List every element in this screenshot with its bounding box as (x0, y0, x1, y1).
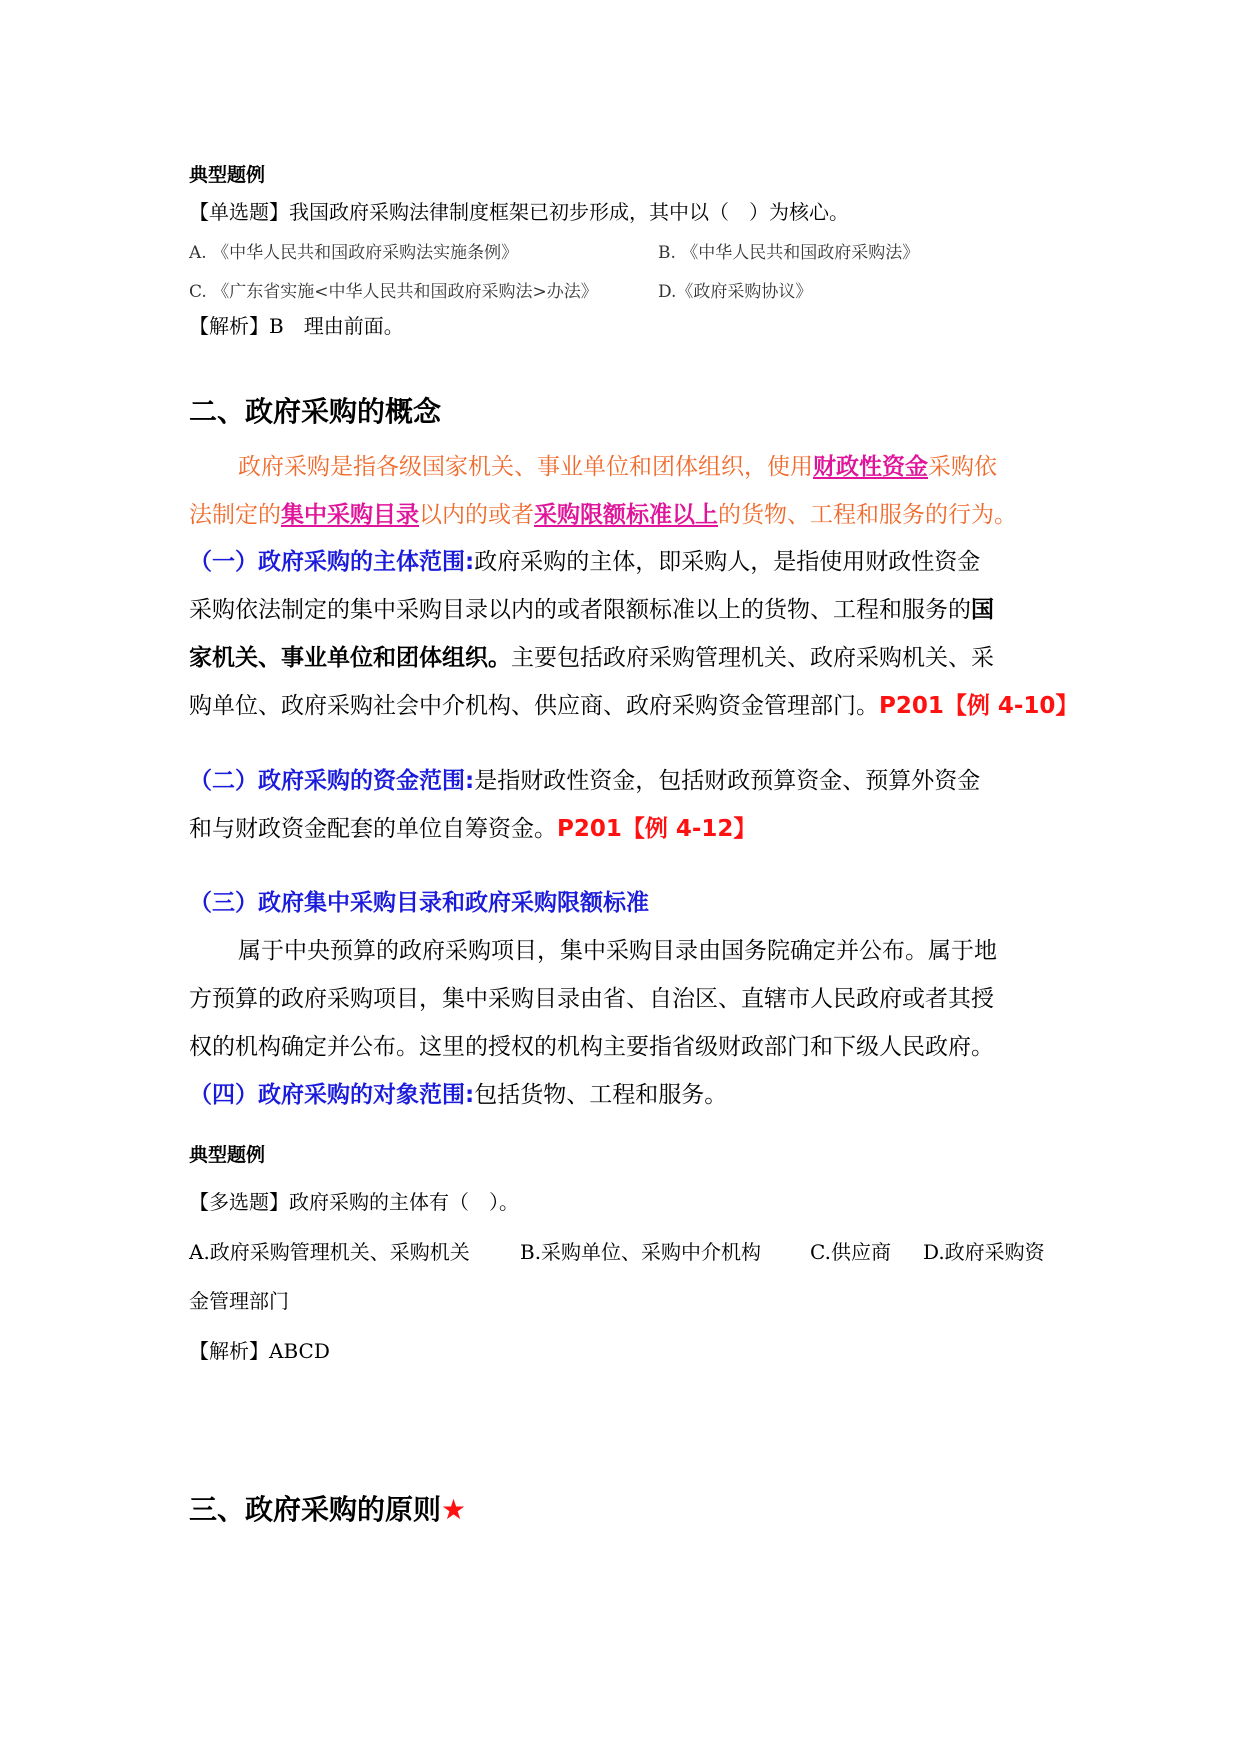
paragraph-text: 属于中央预算的政府采购项目，集中采购目录由国务院确定并公布。属于地 (238, 938, 997, 964)
key-term: 采购限额标准以上 (534, 501, 718, 528)
option-b: B.采购单位、采购中介机构 (520, 1240, 762, 1264)
paragraph-text: 方预算的政府采购项目，集中采购目录由省、自治区、直辖市人民政府或者其授 (189, 986, 994, 1012)
definition-line-2 (189, 491, 1017, 539)
reference-link: P201【例 4-12】 (557, 816, 757, 842)
reference-link: P201【例 4-10】 (879, 693, 1079, 719)
paragraph-text: 权的机构确定并公布。这里的授权的机构主要指省级财政部门和下级人民政府。 (189, 1034, 994, 1060)
star-icon: ★ (441, 1493, 467, 1526)
option-c: C.供应商 (810, 1240, 891, 1264)
subject-line-4 (189, 682, 1078, 730)
question-text: 【多选题】政府采购的主体有（ ）。 (189, 1190, 519, 1214)
paragraph-text: 采购依法制定的集中采购目录以内的或者限额标准以上的货物、工程和服务的 (189, 597, 971, 623)
question-text: 【单选题】我国政府采购法律制度框架已初步形成，其中以（ ）为核心。 (189, 200, 849, 224)
emphasis-text: 国 (971, 597, 994, 623)
definition-text: 的货物、工程和服务的行为。 (718, 502, 1017, 528)
section-title: 二、政府采购的概念 (189, 395, 442, 428)
option-c: C. 《广东省实施<中华人民共和国政府采购法>办法》 (189, 282, 598, 302)
subsection-heading: （三）政府集中采购目录和政府采购限额标准 (189, 890, 649, 916)
paragraph-text: 购单位、政府采购社会中介机构、供应商、政府采购资金管理部门。 (189, 693, 879, 719)
definition-text: 政府采购是指各级国家机关、事业单位和团体组织，使用 (238, 454, 813, 480)
definition-text: 法制定的 (189, 502, 281, 528)
subject-line-1 (189, 538, 980, 586)
option-d-continued: 金管理部门 (189, 1289, 289, 1313)
option-a: A.政府采购管理机关、采购机关 (189, 1240, 470, 1264)
key-term: 财政性资金 (813, 453, 928, 480)
option-d: D.《政府采购协议》 (658, 282, 813, 302)
funds-line-2 (189, 805, 756, 853)
paragraph-text: 政府采购的主体，即采购人，是指使用财政性资金 (474, 549, 981, 575)
objects-line (189, 1071, 727, 1119)
analysis-text: 【解析】ABCD (189, 1339, 330, 1363)
definition-text: 以内的或者 (419, 502, 534, 528)
option-b: B. 《中华人民共和国政府采购法》 (658, 243, 920, 263)
funds-line-1 (189, 757, 980, 805)
example-heading: 典型题例 (189, 1144, 266, 1166)
emphasis-text: 家机关、事业单位和团体组织。 (189, 645, 511, 671)
analysis-text: 【解析】B 理由前面。 (189, 314, 404, 338)
subsection-heading: （一）政府采购的主体范围: (189, 549, 475, 575)
paragraph-text: 和与财政资金配套的单位自筹资金。 (189, 816, 557, 842)
section-title (189, 1488, 466, 1528)
paragraph-text: 主要包括政府采购管理机关、政府采购机关、采 (511, 645, 994, 671)
paragraph-text: 包括货物、工程和服务。 (474, 1082, 728, 1108)
subject-line-3 (189, 634, 994, 682)
paragraph-text: 是指财政性资金，包括财政预算资金、预算外资金 (474, 768, 981, 794)
option-d: D.政府采购资 (923, 1240, 1045, 1264)
definition-line-1 (238, 443, 997, 491)
section-title-text: 三、政府采购的原则 (189, 1493, 442, 1526)
subsection-heading: （二）政府采购的资金范围: (189, 768, 475, 794)
subject-line-2 (189, 586, 994, 634)
subsection-heading: （四）政府采购的对象范围: (189, 1082, 475, 1108)
example-heading: 典型题例 (189, 164, 266, 186)
option-a: A. 《中华人民共和国政府采购法实施条例》 (189, 243, 519, 263)
key-term: 集中采购目录 (281, 501, 419, 528)
definition-text: 采购依 (928, 454, 997, 480)
